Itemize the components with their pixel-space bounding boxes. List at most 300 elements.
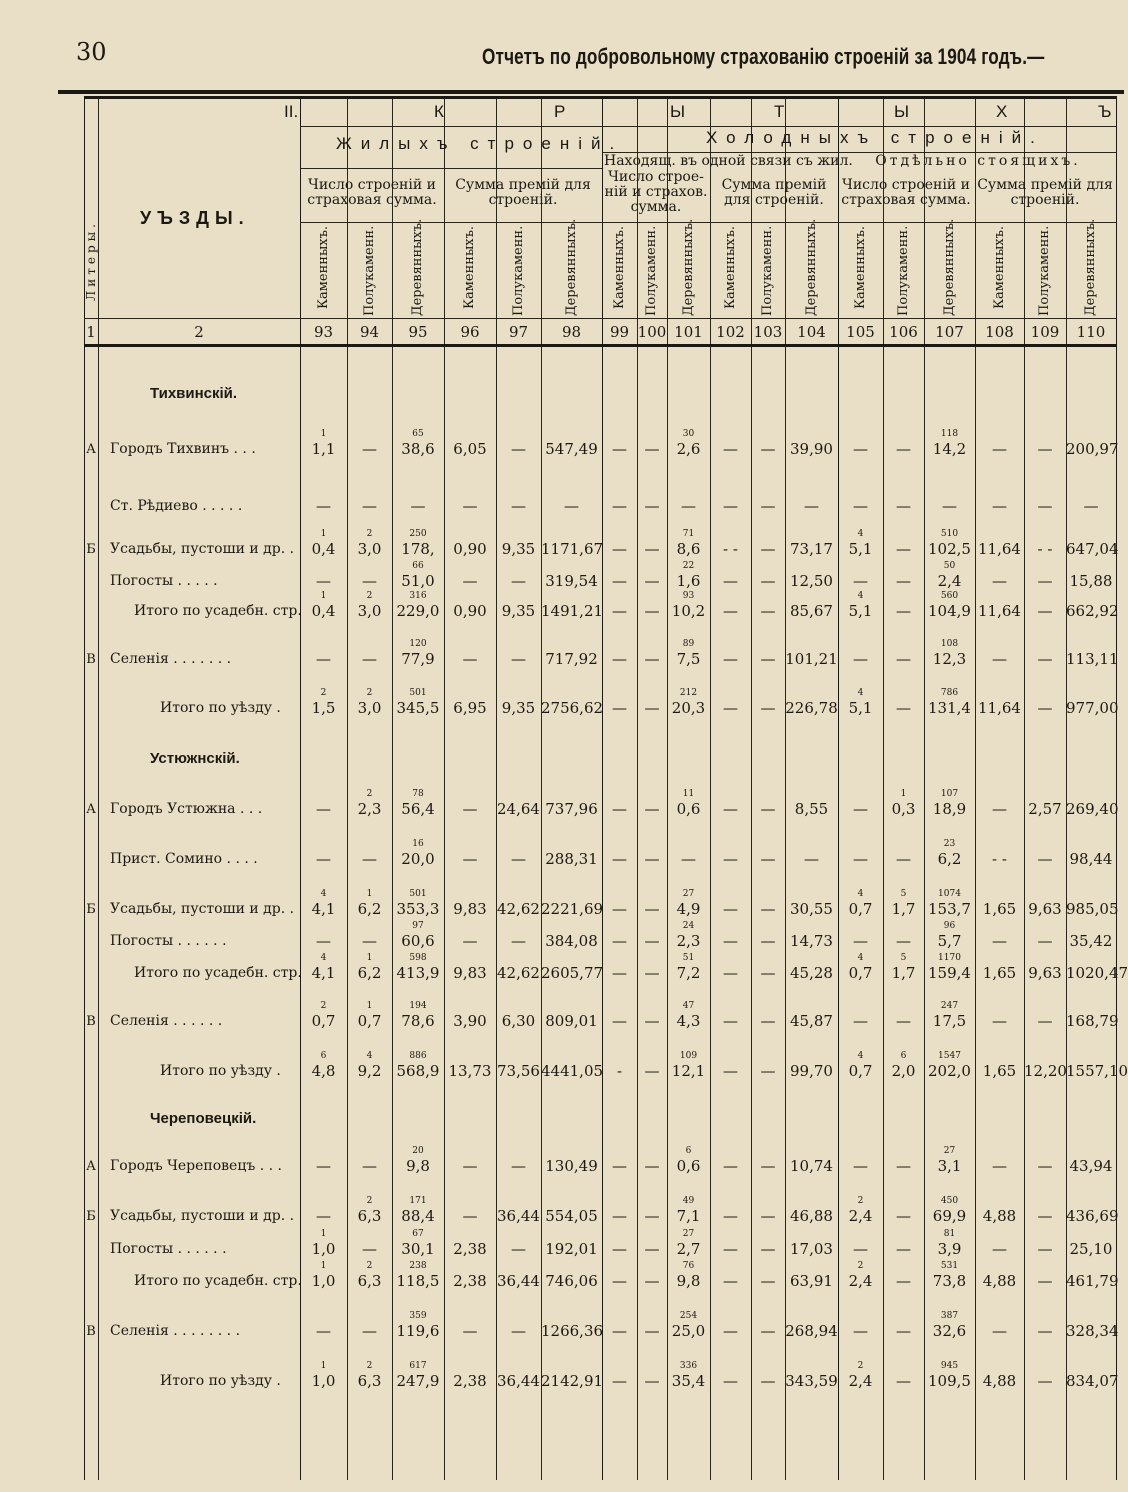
table-cell [496, 920, 541, 950]
table-cell [710, 428, 751, 458]
cell-value: 119,6 [396, 1322, 440, 1340]
table-cell [347, 1228, 392, 1258]
table-cell [300, 1260, 347, 1290]
building-count [710, 1000, 751, 1012]
building-count [838, 788, 883, 800]
building-count [751, 1000, 785, 1012]
table-cell [667, 428, 710, 458]
cell-value: 6,2 [937, 850, 962, 868]
table-cell [637, 1195, 667, 1225]
table-cell [300, 687, 347, 717]
cell-value: 10,2 [671, 602, 706, 620]
table-cell [667, 687, 710, 717]
table-cell [444, 1260, 496, 1290]
table-cell [496, 560, 541, 590]
cell-value: 353,3 [396, 900, 440, 918]
building-count: 27 [682, 889, 695, 899]
building-count: 67 [412, 1229, 424, 1239]
building-count [541, 1228, 602, 1240]
building-count [444, 1228, 496, 1240]
cell-value: — [723, 1207, 738, 1225]
cell-value: 102,5 [928, 540, 971, 558]
cell-value: — [362, 650, 377, 668]
cell-value: 319,54 [545, 572, 598, 590]
uezd-column-header: УЪЗДЫ. [140, 208, 250, 228]
building-count [975, 1360, 1024, 1372]
type-header: Каменныхъ. [315, 226, 331, 310]
row-label: Погосты . . . . . . [110, 1241, 227, 1257]
table-cell [667, 838, 710, 868]
table-cell [785, 485, 838, 515]
table-cell [1024, 1145, 1066, 1175]
table-cell [838, 1050, 883, 1080]
cell-value: — [723, 650, 738, 668]
cell-value: 35,4 [671, 1372, 706, 1390]
cell-value: 18,9 [932, 800, 967, 818]
cell-value: 647,04 [1066, 540, 1119, 558]
table-cell [924, 1310, 975, 1340]
table-cell [1024, 1228, 1066, 1258]
building-count [1024, 1260, 1066, 1272]
table-cell [496, 788, 541, 818]
cell-value: — [853, 1322, 868, 1340]
table-cell [667, 485, 710, 515]
cell-value: 9,35 [501, 602, 536, 620]
cell-value: 168,79 [1066, 1012, 1119, 1030]
table-cell [541, 1050, 602, 1080]
table-cell [347, 485, 392, 515]
cell-value: — [760, 1012, 776, 1030]
table-cell [300, 1145, 347, 1175]
table-cell [496, 952, 541, 982]
top-banner-letter: Ы [670, 102, 686, 121]
cell-value: 229,0 [396, 602, 440, 620]
cell-value: 0,3 [891, 800, 916, 818]
table-cell [637, 1228, 667, 1258]
cell-value: 2,38 [453, 1272, 487, 1290]
cell-value: 226,78 [785, 699, 838, 717]
cell-value: — [1083, 497, 1099, 515]
building-count: 560 [940, 591, 959, 601]
cell-value: — [760, 1207, 776, 1225]
cell-value: 288,31 [545, 850, 598, 868]
building-count [710, 1228, 751, 1240]
table-cell [1024, 560, 1066, 590]
cell-value: 2,4 [848, 1207, 873, 1225]
table-cell [1024, 638, 1066, 668]
table-cell [496, 687, 541, 717]
type-header: Полукаменн. [361, 225, 377, 316]
table-cell [751, 428, 785, 458]
cell-value: 104,9 [928, 602, 971, 620]
cell-value: 118,5 [396, 1272, 440, 1290]
building-count [637, 952, 667, 964]
building-count [444, 485, 496, 497]
cell-value: — [723, 572, 738, 590]
cell-value: — [723, 1157, 738, 1175]
building-count [975, 1145, 1024, 1157]
table-cell [602, 788, 637, 818]
cell-value: — [853, 572, 868, 590]
cell-value: — [564, 497, 579, 515]
table-cell [924, 638, 975, 668]
cell-value: 1,65 [982, 1062, 1017, 1080]
building-count [347, 1145, 392, 1157]
cell-value: — [362, 850, 377, 868]
cell-value: — [1037, 1207, 1053, 1225]
row-litera: Б [86, 1209, 96, 1224]
table-cell [300, 1050, 347, 1080]
cell-value: 12,50 [790, 572, 833, 590]
table-cell [300, 952, 347, 982]
cell-value: — [896, 850, 911, 868]
building-count [602, 1360, 637, 1372]
cell-value: 0,90 [453, 602, 487, 620]
building-count [496, 1310, 541, 1322]
cell-value: — [1037, 1272, 1053, 1290]
table-cell [785, 888, 838, 918]
cell-value: 73,17 [790, 540, 833, 558]
cell-value: — [644, 1157, 660, 1175]
cell-value: 9,8 [406, 1157, 430, 1175]
building-count [637, 1195, 667, 1207]
building-count: 1074 [938, 889, 961, 899]
cell-value: 99,70 [790, 1062, 833, 1080]
table-cell [838, 1260, 883, 1290]
table-cell [496, 1260, 541, 1290]
residential-premium-header: Сумма премій для строеній. [455, 177, 591, 208]
building-count [785, 1260, 838, 1272]
building-count [602, 952, 637, 964]
table-cell [541, 888, 602, 918]
header-subgroup-line [300, 168, 602, 169]
table-cell [975, 1260, 1024, 1290]
cell-value: 568,9 [396, 1062, 440, 1080]
cell-value: — [462, 1322, 478, 1340]
cell-value: 345,5 [396, 699, 440, 717]
building-count [838, 428, 883, 440]
building-count [637, 1228, 667, 1240]
building-count [602, 560, 637, 572]
table-cell [496, 888, 541, 918]
table-cell [637, 920, 667, 950]
cell-value: — [644, 932, 660, 950]
building-count: 531 [940, 1261, 959, 1271]
cell-value: 178, [401, 540, 435, 558]
building-count [602, 687, 637, 699]
building-count [496, 1145, 541, 1157]
cell-value: 4,88 [982, 1272, 1017, 1290]
cell-value: — [896, 540, 911, 558]
table-cell [751, 1310, 785, 1340]
cell-value: 38,6 [401, 440, 435, 458]
group-cold: Холодныхъ строеній. [706, 128, 1044, 147]
table-cell [496, 1195, 541, 1225]
building-count [602, 1228, 637, 1240]
cell-value: — [1037, 1012, 1053, 1030]
table-cell [602, 560, 637, 590]
cell-value: 1,5 [311, 699, 336, 717]
cell-value: 0,4 [311, 602, 336, 620]
table-cell [751, 590, 785, 620]
building-count [975, 638, 1024, 650]
table-cell [347, 1310, 392, 1340]
cell-value: — [644, 1240, 660, 1258]
table-cell [347, 590, 392, 620]
cell-value: 4,1 [311, 964, 336, 982]
table-cell [710, 838, 751, 868]
building-count [751, 428, 785, 440]
building-count [710, 687, 751, 699]
table-cell [924, 920, 975, 950]
cell-value: — [723, 900, 738, 918]
cell-value: — [992, 440, 1007, 458]
cell-value: — [896, 1157, 911, 1175]
building-count [300, 788, 347, 800]
cell-value: 2142,91 [541, 1372, 604, 1390]
cell-value: 6,3 [357, 1207, 382, 1225]
table-cell [1024, 1260, 1066, 1290]
building-count [751, 952, 785, 964]
cell-value: 9,83 [453, 964, 487, 982]
building-count: 81 [943, 1229, 956, 1239]
row-label: Итого по усадебн. стр. [134, 1273, 302, 1289]
building-count [1024, 888, 1066, 900]
building-count [541, 1310, 602, 1322]
building-count: 359 [409, 1311, 427, 1321]
cell-value: — [723, 1272, 738, 1290]
row-label: Селенія . . . . . . . [110, 651, 232, 667]
cell-value: 3,0 [357, 602, 382, 620]
cell-value: — [511, 850, 526, 868]
cell-value: 7,5 [676, 650, 701, 668]
table-cell [602, 528, 637, 558]
building-count: 6 [900, 1051, 907, 1061]
cell-value: 4,9 [676, 900, 701, 918]
cell-value: — [992, 932, 1007, 950]
cell-value: 717,92 [545, 650, 598, 668]
table-cell [602, 1228, 637, 1258]
cell-value: — [853, 850, 868, 868]
cell-value: 25,0 [671, 1322, 706, 1340]
table-cell [1024, 838, 1066, 868]
table-cell [785, 590, 838, 620]
building-count [883, 838, 924, 850]
building-count [838, 838, 883, 850]
table-cell [710, 590, 751, 620]
building-count [300, 560, 347, 572]
row-label: Погосты . . . . . . [110, 933, 227, 949]
table-cell [444, 1228, 496, 1258]
building-count: 501 [409, 688, 427, 698]
row-label: Селенія . . . . . . . . [110, 1323, 241, 1339]
table-cell [347, 1360, 392, 1390]
building-count [751, 1228, 785, 1240]
cell-value: — [760, 850, 776, 868]
table-cell [785, 788, 838, 818]
building-count [710, 788, 751, 800]
top-banner-letter: Х [996, 102, 1008, 121]
cell-value: 69,9 [932, 1207, 967, 1225]
building-count: 2 [366, 529, 373, 539]
cell-value: — [612, 1372, 627, 1390]
table-cell [602, 1000, 637, 1030]
table-cell [710, 687, 751, 717]
table-cell [924, 888, 975, 918]
building-count [637, 1000, 667, 1012]
table-cell [975, 1145, 1024, 1175]
cell-value: 2,7 [676, 1240, 701, 1258]
table-cell [883, 920, 924, 950]
header-bottom-line [84, 344, 1116, 347]
building-count [1024, 1050, 1066, 1062]
building-count [444, 788, 496, 800]
table-cell [838, 838, 883, 868]
cell-value: — [760, 964, 776, 982]
building-count [710, 1310, 751, 1322]
table-cell [785, 1228, 838, 1258]
table-cell [838, 428, 883, 458]
building-count: 11 [682, 789, 695, 799]
building-count [751, 1195, 785, 1207]
table-cell [602, 1195, 637, 1225]
building-count: 108 [940, 639, 959, 649]
building-count [1066, 1000, 1116, 1012]
building-count: 65 [412, 429, 424, 439]
column-number: 109 [1030, 323, 1060, 341]
table-cell [883, 528, 924, 558]
table-cell [1066, 920, 1116, 950]
cell-value: 5,1 [848, 602, 873, 620]
building-count [541, 1145, 602, 1157]
table-cell [838, 485, 883, 515]
building-count: 2 [857, 1361, 864, 1371]
building-count [975, 788, 1024, 800]
table-cell [838, 920, 883, 950]
building-count [300, 1310, 347, 1322]
table-cell [785, 687, 838, 717]
column-number: 98 [561, 323, 582, 341]
table-cell [883, 638, 924, 668]
table-cell [975, 485, 1024, 515]
table-cell [637, 1260, 667, 1290]
table-cell [710, 1050, 751, 1080]
cell-value: 6,2 [357, 964, 382, 982]
building-count: 617 [409, 1361, 427, 1371]
table-cell [602, 952, 637, 982]
table-cell [883, 1145, 924, 1175]
table-cell [444, 638, 496, 668]
cell-value: 554,05 [545, 1207, 598, 1225]
table-cell [444, 1195, 496, 1225]
type-header: Каменныхъ. [852, 226, 868, 310]
building-count: 4 [857, 591, 864, 601]
building-count [496, 1195, 541, 1207]
table-cell [838, 788, 883, 818]
cell-value: 15,88 [1069, 572, 1113, 590]
table-cell [838, 1000, 883, 1030]
table-cell [667, 888, 710, 918]
cell-value: 3,0 [357, 540, 382, 558]
table-cell [1066, 428, 1119, 458]
cell-value: — [612, 850, 627, 868]
table-cell [883, 1360, 924, 1390]
cell-value: 2,38 [453, 1372, 487, 1390]
cell-value: — [316, 932, 331, 950]
building-count [496, 952, 541, 964]
table-cell [347, 1145, 392, 1175]
building-count [710, 888, 751, 900]
cell-value: 131,4 [928, 699, 971, 717]
building-count [347, 1228, 392, 1240]
cell-value: — [992, 1157, 1007, 1175]
cell-value: — [1037, 497, 1053, 515]
building-count [541, 838, 602, 850]
table-cell [883, 952, 924, 982]
cell-value: — [760, 497, 776, 515]
building-count [1066, 920, 1116, 932]
building-count: 109 [679, 1051, 698, 1061]
building-count [1066, 638, 1116, 650]
top-banner-letter: К [434, 102, 444, 121]
cell-value: — [896, 1240, 911, 1258]
table-cell [883, 1000, 924, 1030]
building-count: 2 [366, 1361, 373, 1371]
cell-value: — [853, 650, 868, 668]
column-number: 1 [86, 323, 96, 341]
litera-column-header: Литеры. [84, 220, 98, 301]
table-cell [710, 1260, 751, 1290]
table-cell [392, 1000, 444, 1030]
table-cell [975, 638, 1024, 668]
row-litera: В [86, 652, 96, 667]
building-count [444, 1050, 496, 1062]
cell-value: — [992, 1012, 1007, 1030]
building-count [710, 485, 751, 497]
table-cell [1066, 687, 1119, 717]
cell-value: 9,35 [501, 540, 536, 558]
cell-value: 12,3 [932, 650, 967, 668]
building-count [300, 638, 347, 650]
building-count [541, 528, 602, 540]
building-count: 1 [320, 1229, 327, 1239]
building-count [637, 888, 667, 900]
table-cell [838, 638, 883, 668]
building-count: 93 [682, 591, 695, 601]
building-count [710, 560, 751, 572]
cell-value: — [462, 497, 478, 515]
cell-value: 1,1 [311, 440, 336, 458]
type-header: Полукаменн. [644, 225, 659, 316]
cell-value: 343,59 [785, 1372, 838, 1390]
cell-value: 1,0 [311, 1372, 336, 1390]
cell-value: — [511, 932, 526, 950]
table-cell [1024, 590, 1066, 620]
table-cell [1066, 1145, 1116, 1175]
building-count: 27 [943, 1146, 956, 1156]
cell-value: 746,06 [545, 1272, 598, 1290]
building-count [347, 838, 392, 850]
building-count: 1170 [938, 953, 961, 963]
building-count [710, 838, 751, 850]
cell-value: — [804, 497, 819, 515]
column-number: 96 [460, 323, 480, 341]
cell-value: — [760, 440, 776, 458]
top-rule [58, 90, 1124, 94]
table-cell [1024, 952, 1066, 982]
cell-value: 9,83 [453, 900, 487, 918]
building-count [751, 560, 785, 572]
